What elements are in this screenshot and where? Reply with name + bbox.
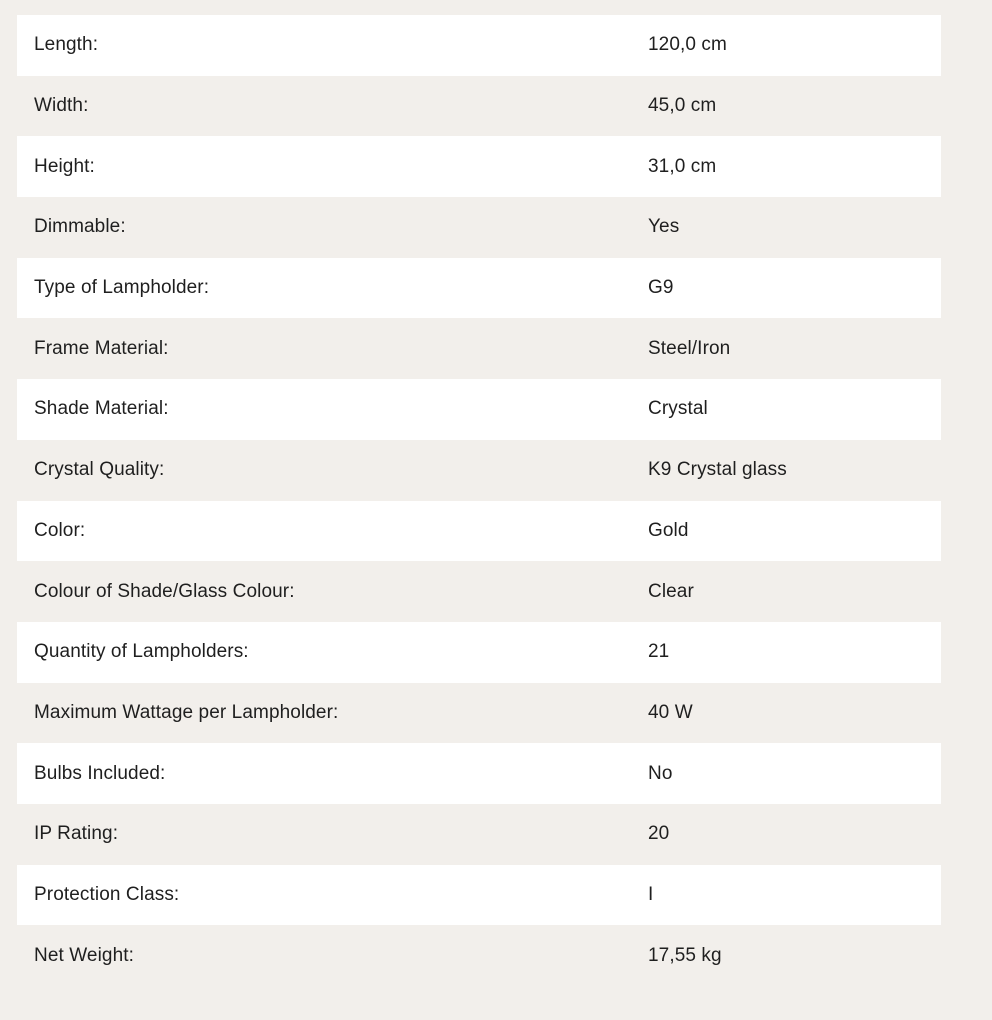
spec-row-ip-rating bbox=[17, 804, 941, 865]
spec-row-width bbox=[17, 76, 941, 137]
spec-row-lampholder-type bbox=[17, 258, 941, 319]
spec-label: Colour of Shade/Glass Colour: bbox=[34, 580, 295, 602]
spec-value: 20 bbox=[648, 823, 670, 845]
spec-value: Crystal bbox=[648, 398, 708, 420]
spec-row-frame-material bbox=[17, 318, 941, 379]
spec-row-shade-colour bbox=[17, 561, 941, 622]
spec-row-color bbox=[17, 501, 941, 562]
spec-value: No bbox=[648, 762, 673, 784]
spec-row-net-weight bbox=[17, 925, 941, 986]
spec-row-lampholder-quantity bbox=[17, 622, 941, 683]
spec-row-dimmable bbox=[17, 197, 941, 258]
spec-value: Yes bbox=[648, 216, 680, 238]
spec-label: Color: bbox=[34, 519, 86, 541]
spec-row-max-wattage bbox=[17, 683, 941, 744]
spec-label: Crystal Quality: bbox=[34, 459, 165, 481]
spec-row-length bbox=[17, 15, 941, 76]
spec-label: Frame Material: bbox=[34, 337, 169, 359]
spec-label: Dimmable: bbox=[34, 216, 126, 238]
spec-label: Height: bbox=[34, 155, 95, 177]
spec-value: K9 Crystal glass bbox=[648, 459, 787, 481]
spec-value: Steel/Iron bbox=[648, 337, 731, 359]
spec-row-crystal-quality bbox=[17, 440, 941, 501]
spec-label: Quantity of Lampholders: bbox=[34, 641, 249, 663]
spec-label: IP Rating: bbox=[34, 823, 119, 845]
spec-row-shade-material bbox=[17, 379, 941, 440]
specification-table bbox=[17, 15, 941, 986]
spec-value: Gold bbox=[648, 519, 689, 541]
spec-label: Shade Material: bbox=[34, 398, 169, 420]
spec-value: 21 bbox=[648, 641, 670, 663]
spec-value: 17,55 kg bbox=[648, 944, 722, 966]
spec-label: Net Weight: bbox=[34, 944, 135, 966]
spec-value: G9 bbox=[648, 277, 674, 299]
spec-label: Type of Lampholder: bbox=[34, 277, 210, 299]
spec-value: 120,0 cm bbox=[648, 34, 727, 56]
spec-value: 45,0 cm bbox=[648, 95, 717, 117]
spec-value: 31,0 cm bbox=[648, 155, 717, 177]
spec-label: Protection Class: bbox=[34, 883, 180, 905]
spec-label: Length: bbox=[34, 34, 99, 56]
spec-value: Clear bbox=[648, 580, 694, 602]
spec-value: I bbox=[648, 883, 654, 905]
spec-row-height bbox=[17, 136, 941, 197]
spec-label: Width: bbox=[34, 95, 89, 117]
spec-row-protection-class bbox=[17, 865, 941, 926]
spec-row-bulbs-included bbox=[17, 743, 941, 804]
spec-label: Maximum Wattage per Lampholder: bbox=[34, 701, 339, 723]
spec-label: Bulbs Included: bbox=[34, 762, 166, 784]
spec-value: 40 W bbox=[648, 701, 693, 723]
